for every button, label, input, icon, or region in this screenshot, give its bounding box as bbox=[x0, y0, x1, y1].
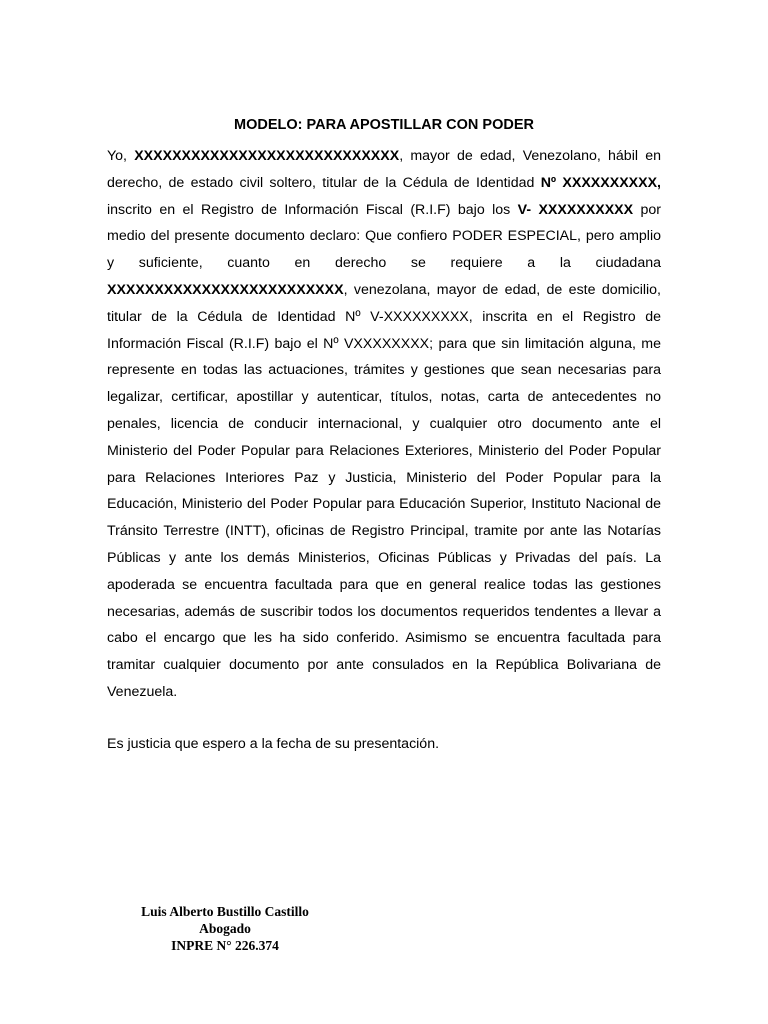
signature-block bbox=[110, 903, 340, 954]
signature-inpre: INPRE N° 226.374 bbox=[171, 938, 279, 953]
grantor-id-placeholder: Nº XXXXXXXXXX, bbox=[540, 174, 661, 191]
signature-role: Abogado bbox=[199, 921, 251, 936]
grantor-rif-placeholder: V- XXXXXXXXXX bbox=[517, 201, 634, 218]
document-title: MODELO: PARA APOSTILLAR CON PODER bbox=[234, 117, 534, 133]
signature-name: Luis Alberto Bustillo Castillo bbox=[141, 904, 309, 919]
text-segment: , venezolana, mayor de edad, de este domicilio, titular de la Cédula de Identidad Nº V-XXXXXXXXX, inscrita en el Registro de Información Fiscal (R.I.F) bajo el Nº VXXXXXXXX; para que sin limitación alguna, me represente en todas las actuaciones, trámites y gestiones que sean necesarias para legalizar, certificar, apostillar y autenticar, títulos, notas, carta de antecedentes no penales, licencia de conducir internacional, y cualquier otro documento ante el Ministerio del Poder Popular para Relaciones Exteriores, Ministerio del Poder Popular para Relaciones Interiores Paz y Justicia, Ministerio del Poder Popular para la Educación, Ministerio del Poder Popular para Educación Superior, Instituto Nacional de Tránsito Terrestre (INTT), oficinas de Registro Principal, tramite por ante las Notarías Públicas y ante los demás Ministerios, Oficinas Públicas y Privadas del país. La apoderada se encuentra facultada para que en general realice todas las gestiones necesarias, además de suscribir todos los documentos requeridos tendentes a llevar a cabo el encargo que les ha sido conferido. Asimismo se encuentra facultada para tramitar cualquier documento por ante consulados en la República Bolivariana de Venezuela. bbox=[107, 281, 661, 700]
text-segment: Yo, bbox=[107, 148, 135, 164]
grantor-name-placeholder: XXXXXXXXXXXXXXXXXXXXXXXXXXXX bbox=[134, 148, 400, 164]
document-body-paragraph bbox=[107, 143, 661, 706]
attorney-name-placeholder: XXXXXXXXXXXXXXXXXXXXXXXXX bbox=[107, 281, 344, 298]
text-segment: , mayor de edad, Venezolano, hábil en derecho, de estado civil soltero, titular de la Cédula de Identidad bbox=[107, 148, 661, 191]
text-segment: por medio del presente documento declaro: Que confiero PODER ESPECIAL, pero amplio y suficiente, cuanto en derecho se requiere a la ciudadana bbox=[107, 201, 661, 272]
closing-line: Es justicia que espero a la fecha de su presentación. bbox=[107, 736, 440, 752]
text-segment: inscrito en el Registro de Información Fiscal (R.I.F) bajo los bbox=[107, 201, 518, 218]
